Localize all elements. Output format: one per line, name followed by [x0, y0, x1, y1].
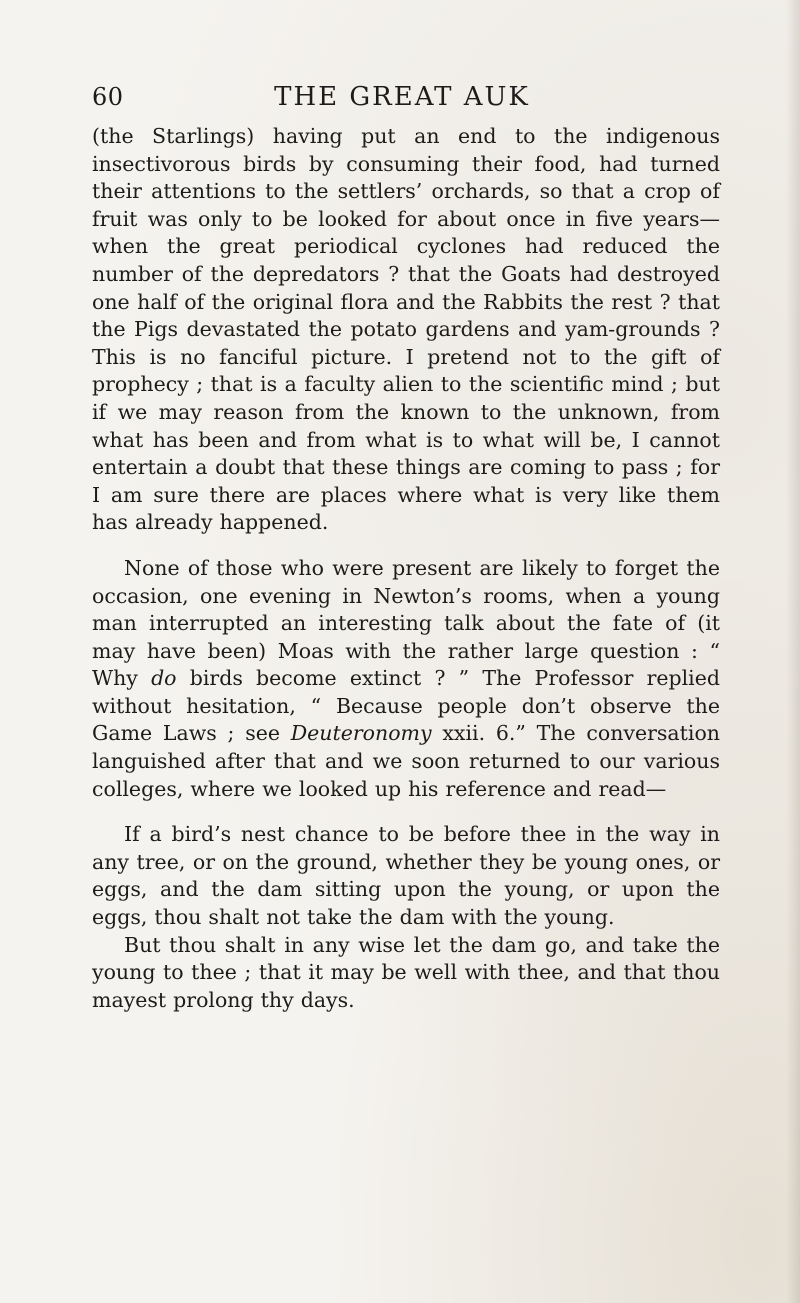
emphasis-do: do	[151, 666, 177, 691]
paragraph-2-part-3: xxii. 6.” The conversation languished after that and we soon returned to our various colleges, where we looked up his reference and read—	[92, 721, 720, 801]
paragraph-1: (the Starlings) having put an end to the indigenous insectivorous birds by consuming their food, had turned their attentions to the settlers’ orchards, so that a crop of fruit was only to be looked for about once in five years—when the great periodical cyclones had reduced the number of the depredators ? that the Goats had destroyed one half of the original flora and the Rabbits the rest ? that the Pigs devastated the potato gardens and yam-grounds ? This is no fanciful picture. I pretend not to the gift of prophecy ; that is a faculty alien to the scientific mind ; but if we may reason from the known to the unknown, from what has been and from what is to what will be, I cannot entertain a doubt that these things are coming to pass ; for I am sure there are places where what is very like them has already happened.	[92, 124, 720, 535]
quote-verse-1: If a bird’s nest chance to be before thee in the way in any tree, or on the ground, whether they be young ones, or eggs, and the dam sitting upon the young, or upon the eggs, thou shalt not take the dam with the young.	[92, 822, 720, 930]
body-text	[92, 123, 720, 1014]
paragraph-2-part-2: birds become extinct ? ” The Professor replied without hesitation, “ Because people don’t observe the Game Laws ; see	[92, 666, 720, 746]
running-head: THE GREAT AUK	[274, 82, 530, 112]
page-number: 60	[92, 83, 124, 111]
reference-deuteronomy: Deuteronomy	[290, 721, 432, 746]
paragraph-2-part-1: None of those who were present are likely to forget the occasion, one evening in Newton’s rooms, when a young man interrupted an interesting talk about the fate of (it may have been) Moas with the rather large question : “ Why	[92, 555, 720, 691]
scripture-quote	[92, 821, 720, 1014]
page-edge-shadow	[786, 0, 800, 1303]
quote-verse-2: But thou shalt in any wise let the dam go, and take the young to thee ; that it may be well with thee, and that thou mayest prolong thy days.	[92, 932, 720, 1012]
paragraph-2	[92, 555, 720, 803]
page-header	[92, 80, 712, 114]
